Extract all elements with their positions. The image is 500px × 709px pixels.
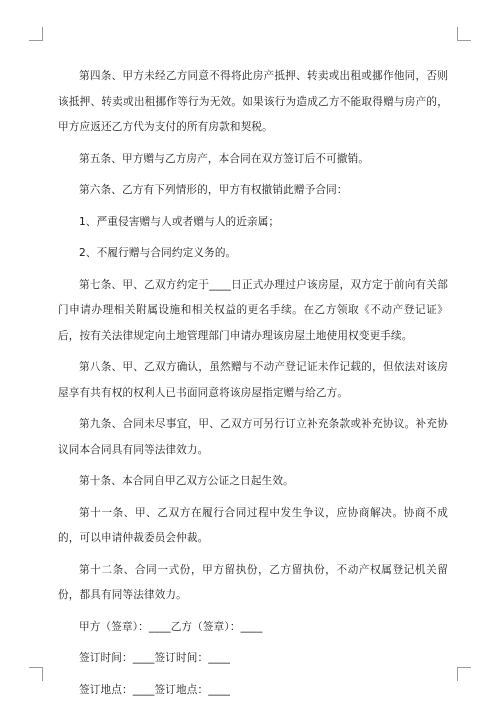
crop-mark-top-left xyxy=(29,40,43,41)
clause-6-item-1: 1、严重侵害赠与人或者赠与人的近亲属； xyxy=(79,215,280,228)
clause-10: 第十条、本合同自甲乙双方公证之日起生效。 xyxy=(79,475,294,487)
document-body xyxy=(58,64,448,709)
crop-mark-bottom-left xyxy=(42,667,43,681)
clause-5: 第五条、甲方赠与乙方房产，本合同在双方签订后不可撤销。 xyxy=(79,152,370,165)
clause-7: 第七条、甲、乙双方约定于____日正式办理过户该房屋，双方定于前向有关部门申请办理相关附属设施和相关权益的更名手续。在乙方领取《不动产登记证》后，按有关法律规定向土地管理部门申请办理该房屋土地使用权变更手续。 xyxy=(58,278,448,342)
crop-mark-bottom-right xyxy=(457,667,458,681)
signature-line-parties: 甲方（签章）：____乙方（签章）：____ xyxy=(79,620,263,633)
crop-mark-top-left xyxy=(42,27,43,41)
crop-mark-top-right xyxy=(457,40,471,41)
clause-12: 第十二条、合同一式份，甲方留执份，乙方留执份，不动产权属登记机关留份，都具有同等法律效力。 xyxy=(58,563,448,601)
crop-mark-bottom-right xyxy=(457,667,471,668)
clause-9: 第九条、合同未尽事宜，甲、乙双方可另行订立补充条款或补充协议。补充协议同本合同具有同等法律效力。 xyxy=(58,418,448,456)
clause-8: 第八条、甲、乙双方确认，虽然赠与不动产登记证未作记载的，但依法对该房屋享有共有权的权利人已书面同意将该房屋指定赠与给乙方。 xyxy=(58,361,448,399)
clause-6-item-2: 2、不履行赠与合同约定义务的。 xyxy=(79,247,237,259)
clause-4: 第四条、甲方未经乙方同意不得将此房产抵押、转卖或出租或挪作他同，否则该抵押、转卖或出租挪作等行为无效。如果该行为造成乙方不能取得赠与房产的，甲方应返还乙方代为支付的所有房款和契税。 xyxy=(58,70,448,133)
clause-11: 第十一条、甲、乙双方在履行合同过程中发生争议，应协商解决。协商不成的，可以申请仲裁委员会仲裁。 xyxy=(58,506,448,544)
signature-line-place: 签订地点：____签订地点：____ xyxy=(79,683,231,696)
clause-6: 第六条、乙方有下列情形的，甲方有权撤销此赠予合同： xyxy=(79,184,348,196)
crop-mark-top-right xyxy=(457,27,458,41)
crop-mark-bottom-left xyxy=(29,667,43,668)
signature-line-date: 签订时间：____签订时间：____ xyxy=(79,652,231,664)
